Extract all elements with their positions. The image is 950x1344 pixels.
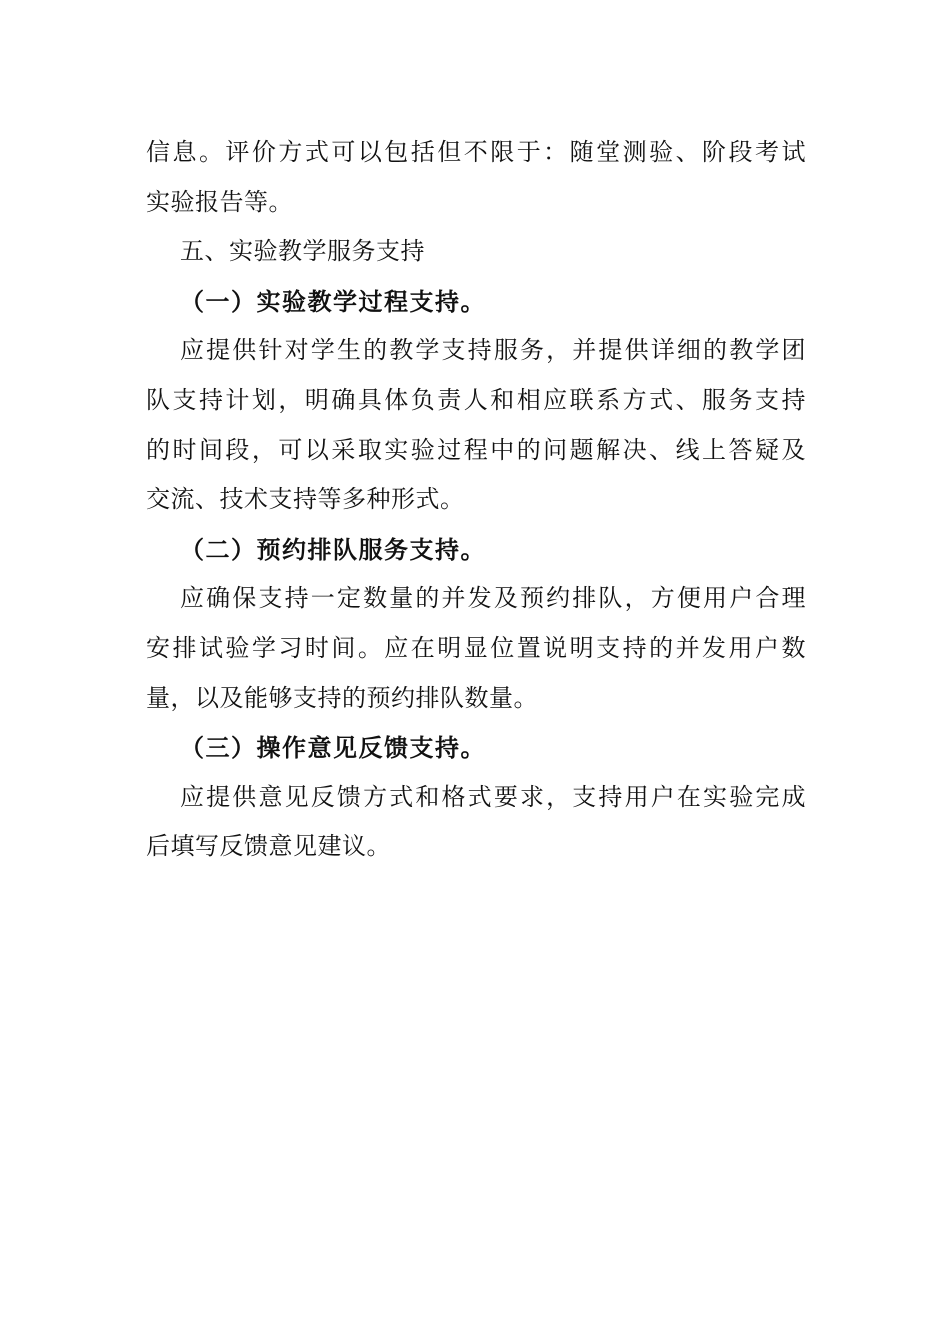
paragraph-line: 实验报告等。 xyxy=(146,187,293,216)
paragraph-line: 队支持计划，明确具体负责人和相应联系方式、服务支持 xyxy=(146,385,806,414)
paragraph-line: 应提供意见反馈方式和格式要求，支持用户在实验完成 xyxy=(180,782,806,811)
paragraph-queue-support xyxy=(146,574,806,723)
paragraph-line: 量，以及能够支持的预约排队数量。 xyxy=(146,683,538,712)
paragraph-evaluation xyxy=(146,128,806,227)
paragraph-line: 的时间段，可以采取实验过程中的问题解决、线上答疑及 xyxy=(146,435,806,464)
paragraph-line: 应提供针对学生的教学支持服务，并提供详细的教学团 xyxy=(180,336,806,365)
paragraph-line: 安排试验学习时间。应在明显位置说明支持的并发用户数 xyxy=(146,633,806,662)
paragraph-process-support xyxy=(146,326,806,524)
section-title: 五、实验教学服务支持 xyxy=(180,237,425,266)
paragraph-line: 应确保支持一定数量的并发及预约排队，方便用户合理 xyxy=(180,584,806,613)
paragraph-line: 交流、技术支持等多种形式。 xyxy=(146,485,465,514)
paragraph-line: 后填写反馈意见建议。 xyxy=(146,832,391,861)
paragraph-line: 信息。评价方式可以包括但不限于：随堂测验、阶段考试 xyxy=(146,138,806,166)
document-page xyxy=(146,128,806,872)
paragraph-feedback-support xyxy=(146,773,806,872)
subsection-title: （一）实验教学过程支持。 xyxy=(180,286,486,316)
subsection-title: （三）操作意见反馈支持。 xyxy=(180,733,486,763)
subsection-title: （二）预约排队服务支持。 xyxy=(180,534,486,564)
